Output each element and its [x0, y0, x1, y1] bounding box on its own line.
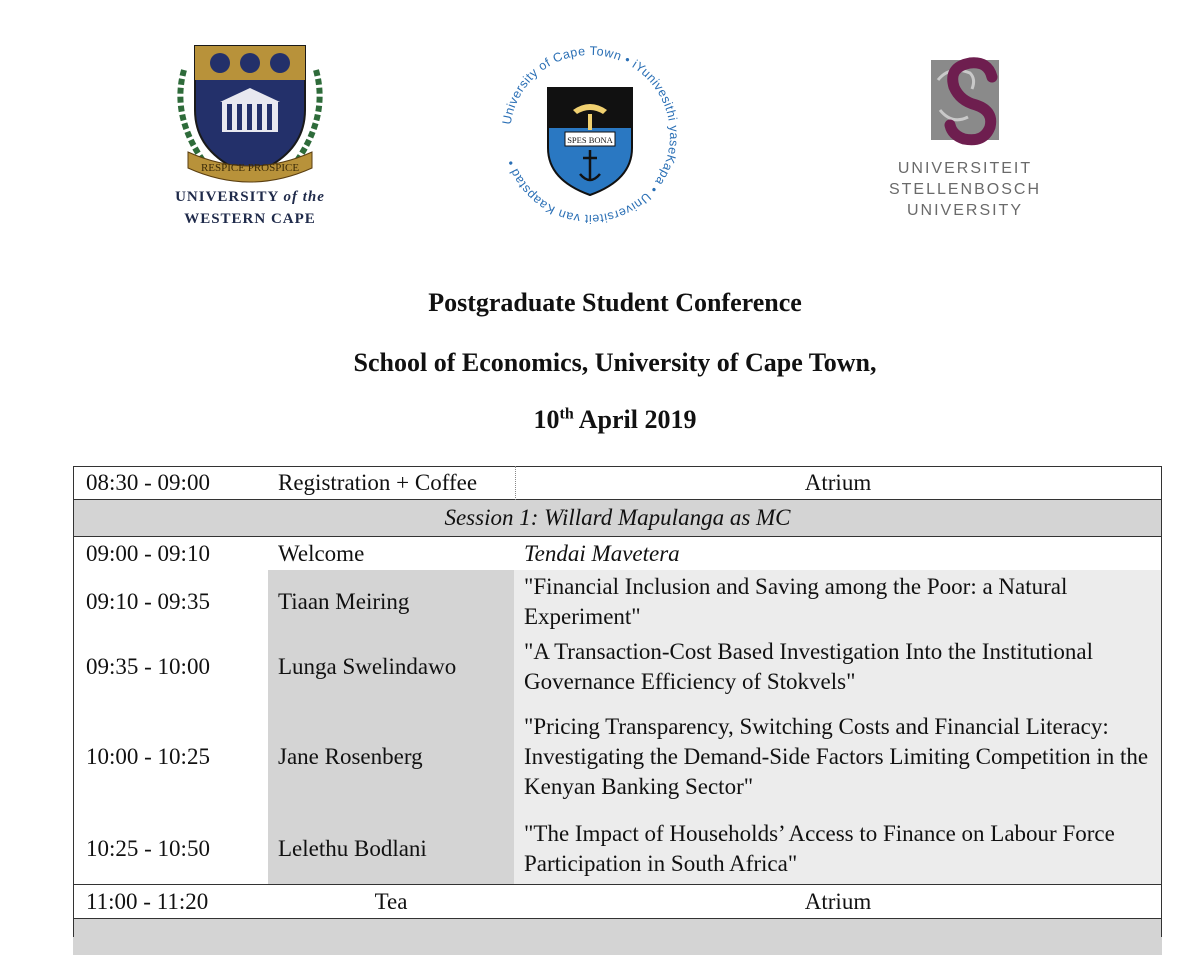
session-title-cut: [73, 919, 1162, 955]
time-cell: 09:35 - 10:00: [73, 633, 268, 700]
uwc-name-line1a: UNIVERSITY: [175, 189, 279, 205]
talk-title-cell: "Financial Inclusion and Saving among the Poor: a Natural Experiment": [514, 570, 1162, 633]
sun-line3: UNIVERSITY: [870, 200, 1060, 221]
registration-row: [73, 466, 1162, 500]
talk-row: [73, 700, 1162, 814]
conference-title: Postgraduate Student Conference: [0, 288, 1200, 318]
column-divider: [515, 466, 516, 500]
uct-crest-logo: [495, 40, 685, 230]
uct-ring-text: University of Cape Town • iYunivesithi yaseKapa • Universiteit van Kaapstad •: [500, 44, 681, 226]
date-day: 10: [533, 405, 559, 434]
uwc-motto: RESPICE PROSPICE: [201, 162, 299, 174]
item-cell: Registration + Coffee: [268, 466, 514, 500]
time-cell: 10:25 - 10:50: [73, 814, 268, 885]
talk-title-cell: "The Impact of Households’ Access to Finance on Labour Force Participation in South Africa": [514, 814, 1162, 885]
stellenbosch-name: [870, 158, 1060, 221]
location-cell: Atrium: [514, 466, 1162, 500]
next-session-row: [73, 919, 1162, 955]
conference-date: [0, 405, 1200, 435]
talk-row: [73, 633, 1162, 700]
talk-title-cell: "A Transaction-Cost Based Investigation Into the Institutional Governance Efficiency of Stokvels": [514, 633, 1162, 700]
presenter-cell: Jane Rosenberg: [268, 700, 514, 814]
location-cell: Atrium: [514, 885, 1162, 919]
sun-line2: STELLENBOSCH: [870, 179, 1060, 200]
speaker-cell: Tendai Mavetera: [514, 537, 1162, 571]
presenter-cell: Lunga Swelindawo: [268, 633, 514, 700]
presenter-cell: Lelethu Bodlani: [268, 814, 514, 885]
sun-line1: UNIVERSITEIT: [870, 158, 1060, 179]
item-cell: Tea: [268, 885, 514, 919]
date-suffix: th: [559, 405, 573, 422]
uct-motto: SPES BONA: [567, 135, 613, 145]
programme-table: [73, 466, 1162, 955]
uwc-name-line1b: of the: [283, 189, 324, 205]
session-header-row: [73, 500, 1162, 537]
talk-row: [73, 570, 1162, 633]
conference-subtitle: School of Economics, University of Cape Town,: [0, 348, 1200, 378]
uwc-name-line2: WESTERN CAPE: [184, 211, 316, 227]
time-cell: 08:30 - 09:00: [73, 466, 268, 500]
date-rest: April 2019: [574, 405, 697, 434]
talk-title-cell: "Pricing Transparency, Switching Costs and Financial Literacy: Investigating the Demand-Side Factors Limiting Competition in the Kenyan Banking Sector": [514, 700, 1162, 814]
time-cell: 09:00 - 09:10: [73, 537, 268, 571]
item-cell: Welcome: [268, 537, 514, 571]
talk-row: [73, 814, 1162, 885]
uwc-name: [160, 186, 340, 230]
time-cell: 09:10 - 09:35: [73, 570, 268, 633]
tea-row: [73, 885, 1162, 919]
session-title: Session 1: Willard Mapulanga as MC: [73, 500, 1162, 537]
time-cell: 10:00 - 10:25: [73, 700, 268, 814]
presenter-cell: Tiaan Meiring: [268, 570, 514, 633]
time-cell: 11:00 - 11:20: [73, 885, 268, 919]
welcome-row: [73, 537, 1162, 571]
